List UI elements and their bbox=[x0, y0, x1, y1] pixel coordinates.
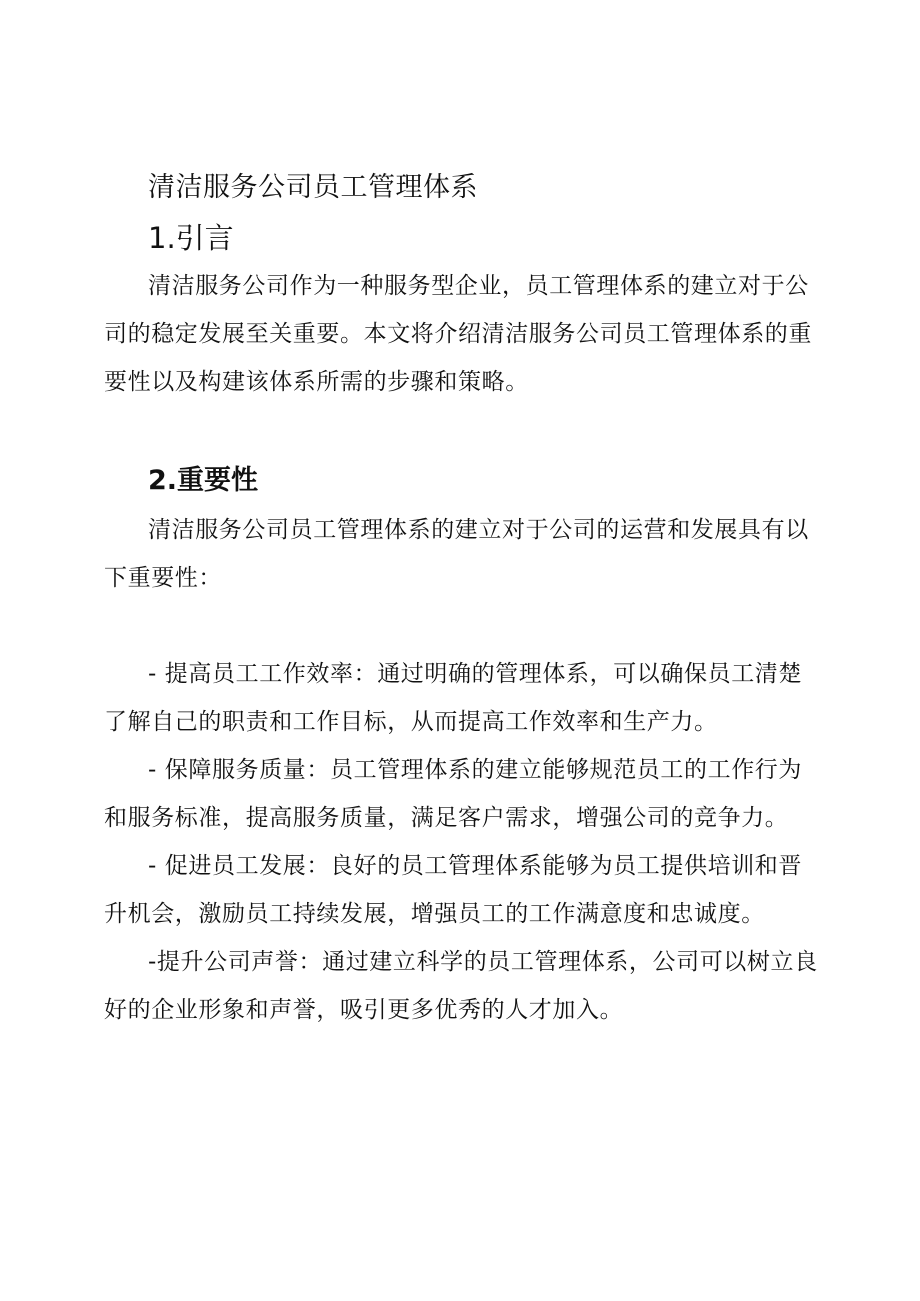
section-heading-introduction: 1.引言 bbox=[148, 221, 234, 255]
list-item-development-line: - 促进员工发展：良好的员工管理体系能够为员工提供培训和晋 bbox=[148, 853, 803, 879]
intro-paragraph-line: 要性以及构建该体系所需的步骤和策略。 bbox=[104, 369, 529, 395]
importance-intro-line: 清洁服务公司员工管理体系的建立对于公司的运营和发展具有以 bbox=[148, 517, 809, 543]
document-title: 清洁服务公司员工管理体系 bbox=[148, 172, 478, 203]
list-item-efficiency-line: - 提高员工工作效率：通过明确的管理体系，可以确保员工清楚 bbox=[148, 661, 803, 687]
intro-paragraph-line: 清洁服务公司作为一种服务型企业，员工管理体系的建立对于公 bbox=[148, 273, 809, 299]
importance-intro-line: 下重要性： bbox=[104, 565, 222, 591]
list-item-quality-line: - 保障服务质量：员工管理体系的建立能够规范员工的工作行为 bbox=[148, 757, 803, 783]
section-heading-importance: 2.重要性 bbox=[148, 465, 259, 496]
list-item-quality-line: 和服务标准，提高服务质量，满足客户需求，增强公司的竞争力。 bbox=[104, 805, 789, 831]
list-item-development-line: 升机会，激励员工持续发展，增强员工的工作满意度和忠诚度。 bbox=[104, 901, 765, 927]
intro-paragraph-line: 司的稳定发展至关重要。本文将介绍清洁服务公司员工管理体系的重 bbox=[104, 321, 812, 347]
list-item-reputation-line: -提升公司声誉：通过建立科学的员工管理体系，公司可以树立良 bbox=[148, 949, 818, 975]
list-item-efficiency-line: 了解自己的职责和工作目标，从而提高工作效率和生产力。 bbox=[104, 709, 718, 735]
list-item-reputation-line: 好的企业形象和声誉，吸引更多优秀的人才加入。 bbox=[104, 997, 624, 1023]
